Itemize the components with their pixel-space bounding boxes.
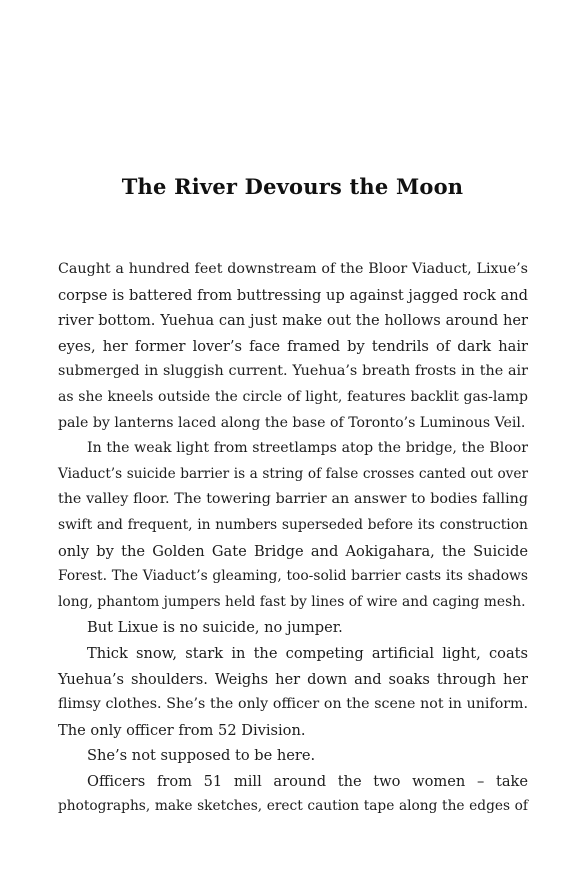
text-line: The only officer from 52 Division. <box>58 721 306 739</box>
text-line: flimsy clothes. She’s the only officer on the scene not in uniform. <box>58 696 528 713</box>
text-line: eyes, her former lover’s face framed by tendrils of dark hair <box>58 337 528 355</box>
text-line: Caught a hundred feet downstream of the Bloor Viaduct, Lixue’s <box>58 261 528 277</box>
text-line: submerged in sluggish current. Yuehua’s breath frosts in the air <box>58 363 528 380</box>
text-line: Yuehua’s shoulders. Weighs her down and soaks through her <box>58 670 528 688</box>
text-line: corpse is battered from buttressing up against jagged rock and <box>58 286 528 304</box>
text-line: long, phantom jumpers held fast by lines of wire and caging mesh. <box>58 593 526 610</box>
text-line: Officers from 51 mill around the two women – take <box>87 772 528 790</box>
text-line: Viaduct’s suicide barrier is a string of false crosses canted out over <box>58 465 528 482</box>
text-line: Thick snow, stark in the competing artificial light, coats <box>87 644 528 662</box>
text-line: only by the Golden Gate Bridge and Aokigahara, the Suicide <box>58 542 528 560</box>
text-line: She’s not supposed to be here. <box>87 747 316 765</box>
text-line: But Lixue is no suicide, no jumper. <box>87 619 343 637</box>
text-line: photographs, make sketches, erect caution tape along the edges of <box>58 798 528 815</box>
text-line: the valley floor. The towering barrier an answer to bodies falling <box>58 491 528 508</box>
text-line: pale by lanterns laced along the base of Toronto’s Luminous Veil. <box>58 414 526 431</box>
chapter-title: The River Devours the Moon <box>121 174 464 199</box>
text-line: In the weak light from streetlamps atop the bridge, the Bloor <box>87 440 528 457</box>
text-line: river bottom. Yuehua can just make out the hollows around her <box>58 312 528 330</box>
text-line: Forest. The Viaduct’s gleaming, too-solid barrier casts its shadows <box>58 568 528 585</box>
chapter-body <box>58 257 528 820</box>
text-line: as she kneels outside the circle of light, features backlit gas-lamp <box>58 388 528 405</box>
text-line: swift and frequent, in numbers superseded before its construction <box>58 516 528 533</box>
